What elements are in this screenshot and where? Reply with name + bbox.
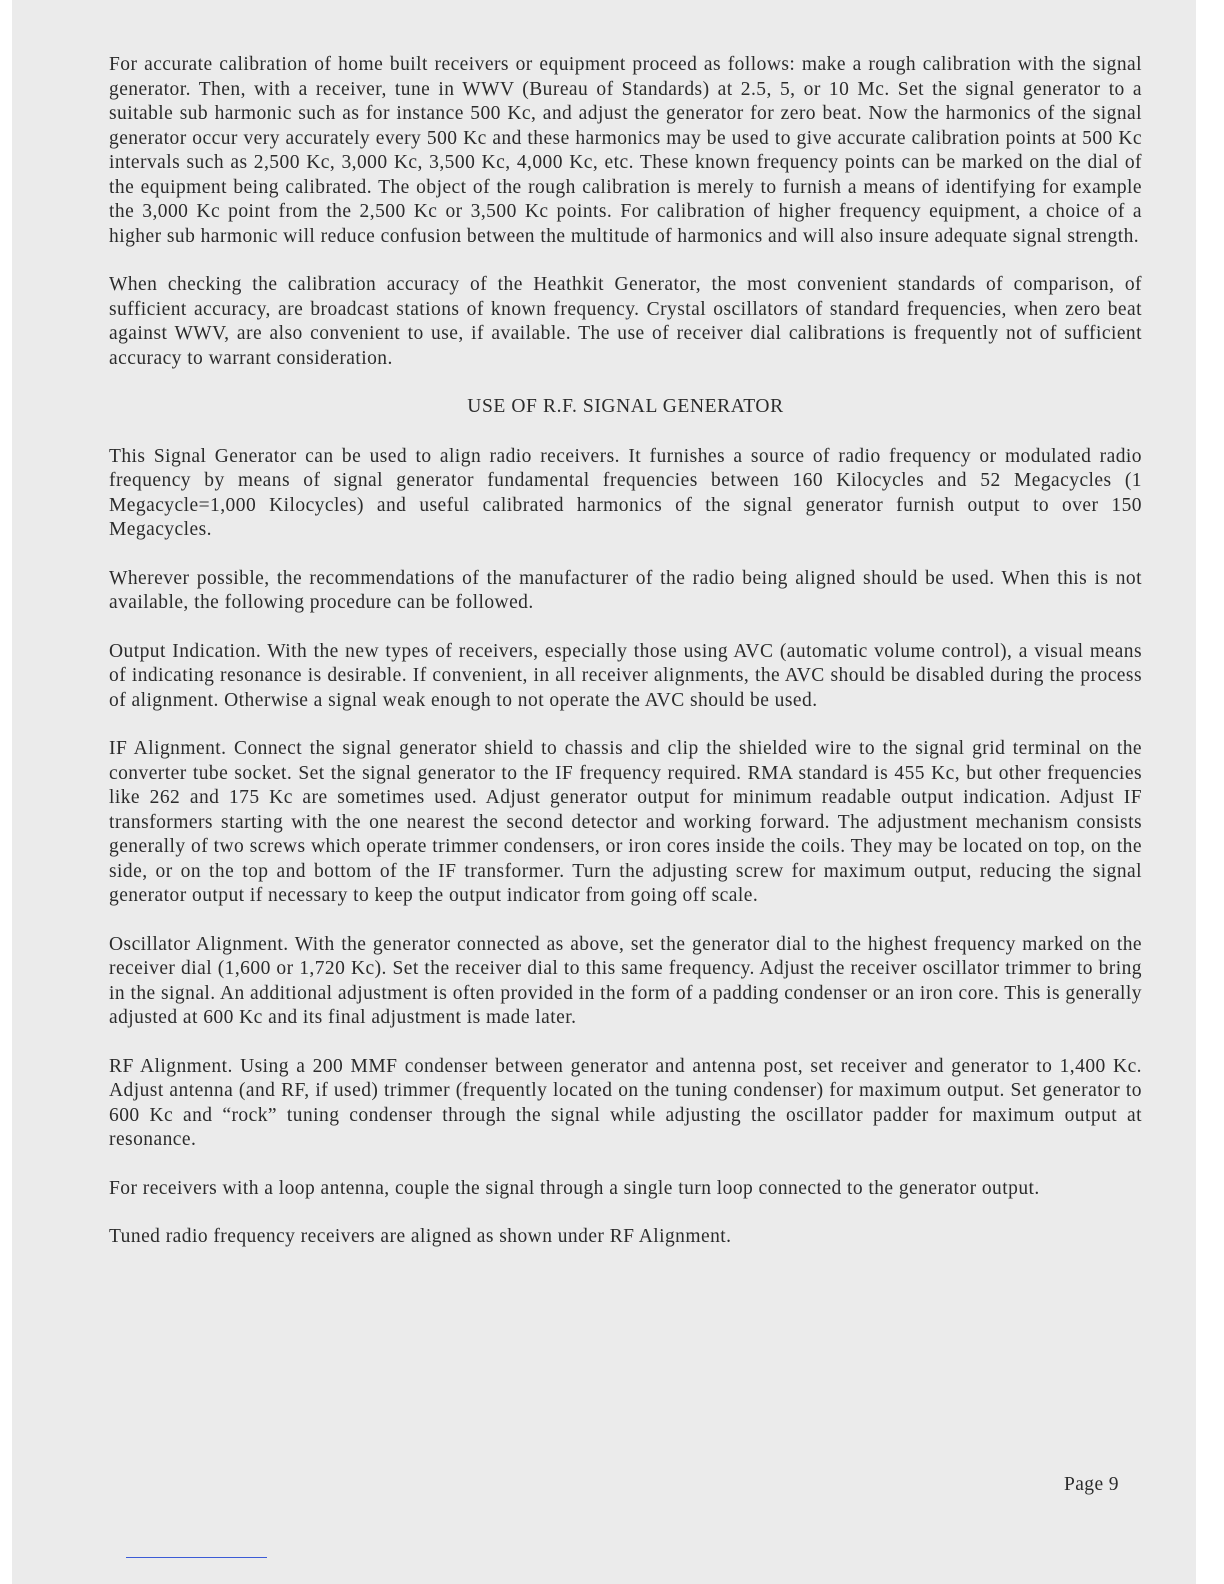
paragraph-if-alignment: IF Alignment. Connect the signal generator shield to chassis and clip the shielded wire to the signal grid terminal on the converter tube socket. Set the signal generator to the IF frequency required. RMA standard is 455 Kc, but other frequencies like 262 and 175 Kc are sometimes used. Adjust generator output for minimum readable output indication. Adjust IF transformers starting with the one nearest the second detector and working forward. The adjustment mechanism consists generally of two screws which operate trimmer condensers, or iron cores inside the coils. They may be located on top, on the side, or on the top and bottom of the IF transformer. Turn the adjusting screw for maximum output, reducing the signal generator output if necessary to keep the output indicator from going off scale. xyxy=(109,738,1142,906)
paragraph-trf-receivers: Tuned radio frequency receivers are aligned as shown under RF Alignment. xyxy=(109,1226,732,1247)
page-number: Page 9 xyxy=(1064,1474,1119,1495)
paragraph-accuracy-check: When checking the calibration accuracy of the Heathkit Generator, the most convenient standards of comparison, of sufficient accuracy, are broadcast stations of known frequency. Crystal oscillators of standard frequencies, when zero beat against WWV, are also convenient to use, if available. The use of receiver dial calibrations is frequently not of sufficient accuracy to warrant consideration. xyxy=(109,274,1142,369)
paragraph-loop-antenna: For receivers with a loop antenna, couple the signal through a single turn loop connected to the generator output. xyxy=(109,1177,1040,1199)
paragraph-oscillator-alignment: Oscillator Alignment. With the generator connected as above, set the generator dial to the highest frequency marked on the receiver dial (1,600 or 1,720 Kc). Set the receiver dial to this same frequency. Adjust the receiver oscillator trimmer to bring in the signal. An additional adjustment is often provided in the form of a padding condenser or an iron core. This is generally adjusted at 600 Kc and its final adjustment is made later. xyxy=(109,933,1142,1028)
document-page xyxy=(12,0,1196,1584)
paragraph-recommendations: Wherever possible, the recommendations of the manufacturer of the radio being aligned should be used. When this is not available, the following procedure can be followed. xyxy=(109,567,1142,613)
paragraph-intro: This Signal Generator can be used to align radio receivers. It furnishes a source of radio frequency or modulated radio frequency by means of signal generator fundamental frequencies between 160 Kilocycles and 52 Megacycles (1 Megacycle=1,000 Kilocycles) and useful calibrated harmonics of the signal generator furnish output to over 150 Megacycles. xyxy=(109,445,1142,540)
page-body xyxy=(109,53,1142,1274)
paragraph-output-indication: Output Indication. With the new types of receivers, especially those using AVC (automatic volume control), a visual means of indicating resonance is desirable. If convenient, in all receiver alignments, the AVC should be disabled during the process of alignment. Otherwise a signal weak enough to not operate the AVC should be used. xyxy=(109,640,1142,711)
paragraph-rf-alignment: RF Alignment. Using a 200 MMF condenser between generator and antenna post, set receiver and generator to 1,400 Kc. Adjust antenna (and RF, if used) trimmer (frequently located on the tuning condenser) for maximum output. Set generator to 600 Kc and “rock” tuning condenser through the signal while adjusting the oscillator padder for maximum output at resonance. xyxy=(109,1055,1142,1150)
link-underline-mark xyxy=(126,1557,267,1558)
section-heading: USE OF R.F. SIGNAL GENERATOR xyxy=(467,396,784,417)
paragraph-calibration: For accurate calibration of home built receivers or equipment proceed as follows: make a rough calibration with the signal generator. Then, with a receiver, tune in WWV (Bureau of Standards) at 2.5, 5, or 10 Mc. Set the signal generator to a suitable sub harmonic such as for instance 500 Kc, and adjust the generator for zero beat. Now the harmonics of the signal generator occur very accurately every 500 Kc and these harmonics may be used to give accurate calibration points at 500 Kc intervals such as 2,500 Kc, 3,000 Kc, 3,500 Kc, 4,000 Kc, etc. These known frequency points can be marked on the dial of the equipment being calibrated. The object of the rough calibration is merely to furnish a means of identifying for example the 3,000 Kc point from the 2,500 Kc or 3,500 Kc points. For calibration of higher frequency equipment, a choice of a higher sub harmonic will reduce confusion between the multitude of harmonics and will also insure adequate signal strength. xyxy=(109,54,1142,247)
